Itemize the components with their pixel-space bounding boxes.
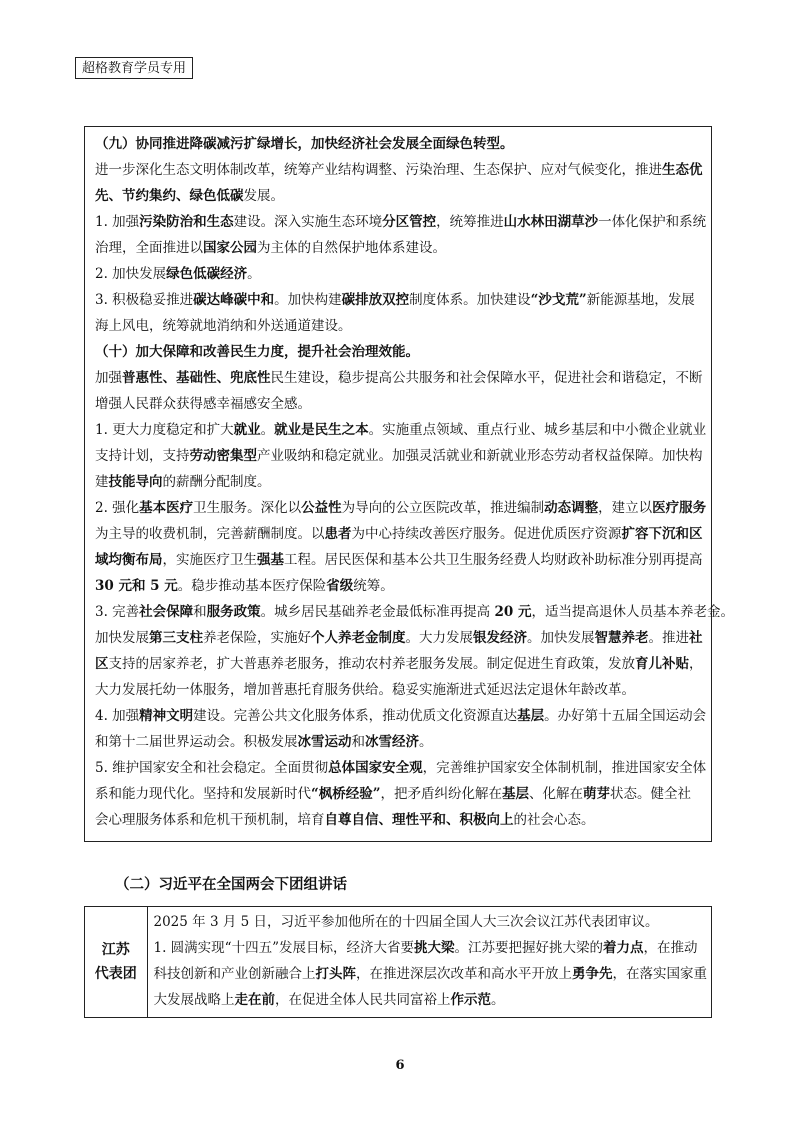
- text-line: [95, 209, 707, 235]
- text-segment: 统筹。: [353, 578, 394, 594]
- bold-text: 绿色低碳经济: [166, 266, 248, 282]
- text-segment: 。: [491, 992, 505, 1008]
- text-segment: 和: [193, 604, 207, 620]
- text-segment: ，在推动: [643, 940, 698, 956]
- text-segment: ，完善维护国家安全体制机制，推进国家安全体: [422, 760, 707, 776]
- text-segment: 。: [419, 734, 433, 750]
- text-segment: ，实施医疗卫生: [162, 552, 257, 568]
- bold-text: 银发经济: [473, 630, 527, 646]
- text-segment: 2025 年 3 月 5 日，习近平参加他所在的十四届全国人大三次会议江苏代表团审议。: [153, 914, 659, 930]
- bold-text: 精神文明: [139, 708, 194, 724]
- bold-text: 国家公园: [203, 240, 257, 256]
- bold-text: 个人养老金制度: [311, 630, 406, 646]
- delegation-label-line2: 代表团: [94, 966, 137, 982]
- bold-text: 智慧养老: [594, 630, 649, 646]
- text-segment: 一体化保护和系统: [598, 214, 707, 230]
- text-segment: ，在促进全体人民共同富裕上: [275, 992, 451, 1008]
- text-line: [95, 599, 734, 625]
- text-line: [95, 365, 703, 391]
- text-segment: 海上风电，统筹就地消纳和外送通道建设。: [95, 318, 352, 334]
- delegation-label-cell: [85, 907, 148, 1018]
- text-line: [95, 573, 703, 599]
- text-line: [95, 391, 703, 417]
- bold-text: 污染防治和生态: [139, 214, 234, 230]
- bold-text: 作示范: [450, 992, 491, 1008]
- text-line: [95, 755, 707, 781]
- text-segment: 大发展战略上: [153, 992, 235, 1008]
- text-segment: 。: [260, 422, 275, 438]
- text-segment: 。加快发展: [527, 630, 595, 646]
- text-line: [154, 961, 708, 987]
- text-segment: 科技创新和产业创新融合上: [153, 966, 316, 982]
- bold-text: 劳动密集型: [189, 448, 257, 464]
- text-segment: 和第十二届世界运动会。积极发展: [95, 734, 298, 750]
- text-segment: 。实施重点领域、重点行业、城乡基层和中小微企业就业: [368, 422, 707, 438]
- text-segment: 产业吸纳和稳定就业。加强灵活就业和新就业形态劳动者权益保障。加快构: [257, 448, 703, 464]
- text-segment: ，适当提高退休人员基本养老金。: [531, 604, 734, 620]
- text-line: [95, 521, 703, 547]
- bold-text: 20 元: [494, 604, 532, 620]
- text-segment: 3. 完善: [95, 604, 140, 620]
- bold-text: 就业是民生之本: [274, 422, 369, 438]
- bold-text: 社: [689, 630, 703, 646]
- text-segment: 养老保险，实施好: [203, 630, 311, 646]
- text-segment: 。江苏要把握好挑大梁的: [454, 940, 603, 956]
- text-segment: 建设。深入实施生态环境: [233, 214, 383, 230]
- text-segment: 大力发展托幼一体服务，增加普惠托育服务供给。稳妥实施渐进式延迟法定退休年龄改革。: [95, 682, 635, 698]
- text-segment: 。大力发展: [405, 630, 473, 646]
- text-segment: 建设。完善公共文化服务体系，推动优质文化资源直达: [193, 708, 518, 724]
- text-segment: 的社会心态。: [513, 812, 595, 828]
- bold-text: （十）加大保障和改善民生力度，提升社会治理效能。: [95, 344, 419, 360]
- bold-text: 基本医疗: [139, 500, 194, 516]
- text-line: [95, 807, 703, 833]
- text-line: [95, 313, 703, 339]
- bold-text: 就业: [233, 422, 261, 438]
- bold-text: 着力点: [602, 940, 644, 956]
- text-segment: 工程。居民医保和基本公共卫生服务经费人均财政补助标准分别再提高: [284, 552, 703, 568]
- text-segment: ，统筹推进: [436, 214, 504, 230]
- text-segment: 为中心持续改善医疗服务。促进优质医疗资源: [351, 526, 622, 542]
- text-segment: ，把矛盾纠纷化解在: [380, 786, 503, 802]
- text-line: [95, 729, 703, 755]
- bold-text: 患者: [324, 526, 352, 542]
- text-line: [95, 443, 703, 469]
- text-line: [95, 235, 703, 261]
- bold-text: 域均衡布局: [95, 552, 163, 568]
- text-line: [95, 287, 703, 313]
- text-segment: 为导向的公立医院改革，推进编制: [341, 500, 545, 516]
- bold-text: 勇争先: [572, 966, 613, 982]
- text-segment: 。加快构建: [274, 292, 342, 308]
- text-segment: 加快发展: [95, 630, 149, 646]
- text-segment: 民生建设，稳步提高公共服务和社会保障水平，促进社会和谐稳定，不断: [270, 370, 703, 386]
- text-segment: 2. 加快发展: [95, 266, 167, 282]
- text-line: [95, 157, 703, 183]
- text-segment: 新能源基地，发展: [586, 292, 695, 308]
- bold-text: 冰雪经济: [365, 734, 419, 750]
- bold-text: 自尊自信、理性平和、积极向上: [324, 812, 514, 828]
- bold-text: 生态优: [662, 162, 703, 178]
- text-segment: 加强: [95, 370, 122, 386]
- text-line: [95, 183, 703, 209]
- bold-text: 育儿补贴: [635, 656, 689, 672]
- bold-text: 动态调整: [544, 500, 599, 516]
- main-content-box: [84, 126, 734, 842]
- text-line: [95, 261, 703, 287]
- text-segment: ，在落实国家重: [612, 966, 707, 982]
- text-segment: ，: [689, 656, 703, 672]
- page-number: 6: [395, 1058, 405, 1073]
- bold-text: 碳达峰碳中和: [193, 292, 275, 308]
- text-segment: 卫生服务。深化以: [193, 500, 302, 516]
- text-segment: 1. 加强: [95, 214, 140, 230]
- bold-text: “枫桥经验”: [311, 786, 381, 802]
- text-line: [154, 987, 708, 1013]
- text-segment: 4. 加强: [95, 708, 140, 724]
- bold-text: 先、节约集约、绿色低碳: [95, 188, 244, 204]
- bold-text: 分区管控: [382, 214, 437, 230]
- text-line: [154, 935, 708, 961]
- text-line: [95, 469, 703, 495]
- text-segment: 2. 强化: [95, 500, 140, 516]
- table-row: [85, 907, 712, 1018]
- bold-text: 医疗服务: [652, 500, 707, 516]
- bold-text: 服务政策: [206, 604, 261, 620]
- bold-text: 冰雪运动: [297, 734, 352, 750]
- text-segment: 。办好第十五届全国运动会: [544, 708, 707, 724]
- text-line: [95, 339, 703, 365]
- bold-text: 碳排放双控: [341, 292, 410, 308]
- text-segment: 建: [95, 474, 109, 490]
- bold-text: 普惠性、基础性、兜底性: [122, 370, 271, 386]
- bold-text: 扩容下沉和区: [621, 526, 703, 542]
- text-segment: 会心理服务体系和危机干预机制，培育: [95, 812, 325, 828]
- text-segment: 为主导的收费机制，完善薪酬制度。以: [95, 526, 325, 542]
- text-segment: 进一步深化生态文明体制改革，统筹产业结构调整、污染治理、生态保护、应对气候变化，推进: [95, 162, 662, 178]
- bold-text: 强基: [257, 552, 284, 568]
- bold-text: 打头阵: [315, 966, 356, 982]
- text-segment: 支持计划，支持: [95, 448, 190, 464]
- text-segment: 1. 圆满实现“十四五”发展目标，经济大省要: [153, 940, 414, 956]
- header-label: 超格教育学员专用: [75, 57, 193, 79]
- text-line: [95, 651, 703, 677]
- text-line: [95, 417, 707, 443]
- text-segment: 治理，全面推进以: [95, 240, 203, 256]
- delegation-table: [84, 906, 712, 1018]
- text-segment: 发展。: [243, 188, 284, 204]
- bold-text: 第三支柱: [149, 630, 203, 646]
- text-segment: 状态。健全社: [610, 786, 692, 802]
- text-segment: 和: [351, 734, 365, 750]
- text-segment: 。推进: [648, 630, 689, 646]
- text-segment: 制度体系。加快建设: [409, 292, 531, 308]
- text-segment: 。: [247, 266, 261, 282]
- bold-text: （九）协同推进降碳减污扩绿增长，加快经济社会发展全面绿色转型。: [95, 136, 514, 152]
- text-segment: 支持的居家养老，扩大普惠养老服务，推动农村养老服务发展。制定促进生育政策，发放: [108, 656, 635, 672]
- bold-text: 基层: [502, 786, 530, 802]
- bold-text: “沙戈荒”: [530, 292, 587, 308]
- bold-text: 省级: [326, 578, 354, 594]
- text-line: [95, 131, 703, 157]
- section-heading: （二）习近平在全国两会下团组讲话: [115, 876, 347, 893]
- delegation-content-cell: [147, 907, 712, 1018]
- bold-text: 总体国家安全观: [328, 760, 423, 776]
- text-line: [95, 547, 703, 573]
- text-segment: 为主体的自然保护地体系建设。: [257, 240, 446, 256]
- text-segment: 、化解在: [529, 786, 584, 802]
- bold-text: 山水林田湖草沙: [503, 214, 599, 230]
- bold-text: 技能导向: [108, 474, 163, 490]
- text-segment: 增强人民群众获得感幸福感安全感。: [95, 396, 311, 412]
- text-segment: 5. 维护国家安全和社会稳定。全面贯彻: [95, 760, 329, 776]
- text-line: [154, 909, 708, 935]
- delegation-label-line1: 江苏: [101, 942, 130, 958]
- text-segment: 3. 积极稳妥推进: [95, 292, 194, 308]
- bold-text: 区: [95, 656, 109, 672]
- bold-text: 公益性: [301, 500, 342, 516]
- text-segment: 。城乡居民基础养老金最低标准再提高: [260, 604, 495, 620]
- bold-text: 挑大梁: [413, 940, 455, 956]
- text-line: [95, 677, 703, 703]
- bold-text: 萌芽: [583, 786, 611, 802]
- bold-text: 基层: [517, 708, 545, 724]
- text-segment: 系和能力现代化。坚持和发展新时代: [95, 786, 311, 802]
- bold-text: 30 元和 5 元: [95, 578, 178, 594]
- bold-text: 走在前: [234, 992, 275, 1008]
- text-segment: ，建立以: [598, 500, 653, 516]
- text-line: [95, 781, 703, 807]
- text-segment: 。稳步推动基本医疗保险: [177, 578, 327, 594]
- text-line: [95, 703, 707, 729]
- text-line: [95, 625, 703, 651]
- text-segment: ，在推进深层次改革和高水平开放上: [356, 966, 572, 982]
- text-line: [95, 495, 707, 521]
- bold-text: 社会保障: [139, 604, 194, 620]
- text-segment: 1. 更大力度稳定和扩大: [95, 422, 234, 438]
- text-segment: 的薪酬分配制度。: [162, 474, 271, 490]
